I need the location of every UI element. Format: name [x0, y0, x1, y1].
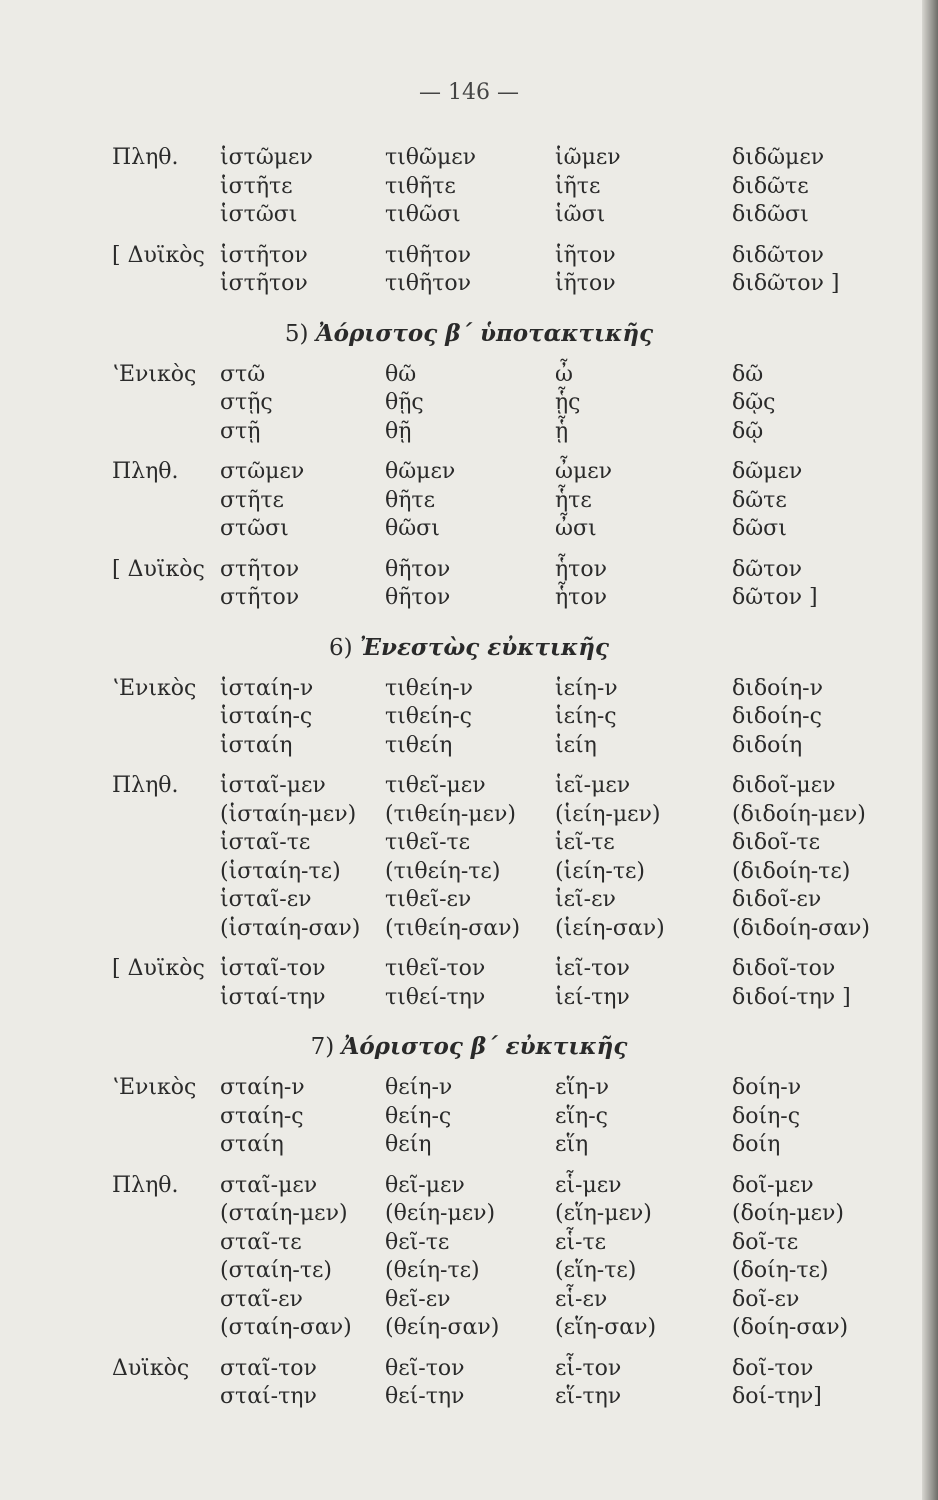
verb-form: διδῶσι [732, 202, 809, 227]
verb-form: τιθῆτον [385, 242, 472, 268]
verb-form: διδῶτον [732, 242, 824, 268]
number-label: [ Δυϊκὸς [112, 956, 205, 981]
verb-form: ᾗς [555, 390, 581, 415]
verb-form: ἱσταίη [220, 732, 293, 758]
verb-form: θεῖ-εν [385, 1286, 451, 1312]
table-row [0, 800, 900, 830]
verb-form: διδῶτε [732, 173, 809, 199]
verb-form: ἱεῖ-εν [555, 887, 616, 912]
number-label: Πληθ. [112, 1172, 179, 1198]
verb-form: εἷ-εν [555, 1286, 608, 1312]
verb-form: δοίη [732, 1132, 781, 1157]
verb-form: τιθεῖ-τον [385, 956, 486, 981]
verb-form: ἱσταίη-ς [220, 704, 313, 729]
number-label: Πληθ. [112, 773, 179, 798]
table-row [0, 241, 900, 271]
section-title: Ἀόριστος β΄ ὑποτακτικῆς [315, 319, 654, 347]
table-row [0, 828, 900, 858]
verb-form: ἱσταί-την [220, 984, 326, 1010]
verb-form: ἱσταῖ-εν [220, 887, 312, 912]
verb-form: τιθῶμεν [385, 145, 477, 170]
verb-form: δῶτον ] [732, 585, 818, 610]
number-label: ʽΕνικὸς [112, 361, 197, 387]
verb-form: (ἱσταίη-τε) [220, 858, 341, 884]
verb-form: διδοῖ-εν [732, 887, 822, 912]
verb-form: στῇ [220, 418, 261, 444]
table-row [0, 702, 900, 732]
verb-form: θῆτε [385, 487, 435, 513]
number-label: ʽΕνικὸς [112, 675, 197, 701]
verb-form: δοίη-ν [732, 1075, 802, 1100]
verb-form: διδοῖ-μεν [732, 773, 836, 798]
verb-form: (δοίη-τε) [732, 1258, 829, 1283]
section-number: 6) [328, 634, 353, 661]
verb-form: ἱστῆτον [220, 242, 308, 268]
verb-form: (σταίη-μεν) [220, 1201, 348, 1226]
verb-form: δοῖ-τε [732, 1229, 799, 1255]
verb-form: τιθείη-ν [385, 675, 474, 701]
number-label: Πληθ. [112, 459, 179, 484]
table-row [0, 885, 900, 915]
verb-form: (θείη-σαν) [385, 1315, 500, 1340]
verb-form: τιθῆτε [385, 173, 456, 199]
table-row [0, 1171, 900, 1201]
table-row [0, 983, 900, 1013]
verb-form: θῆτον [385, 585, 451, 610]
verb-form: σταίη-ς [220, 1103, 304, 1129]
section-title: Ἐνεστὼς εὐκτικῆς [359, 633, 610, 661]
verb-form: θεῖ-μεν [385, 1172, 465, 1198]
verb-form: (εἵη-μεν) [555, 1201, 652, 1226]
verb-form: τιθείη-ς [385, 704, 473, 729]
section-number: 5) [284, 320, 309, 347]
verb-form: ἱστῶσι [220, 202, 298, 227]
verb-form: (ἱείη-σαν) [555, 915, 665, 941]
table-row [0, 143, 900, 173]
table-row [0, 486, 900, 516]
table-row [0, 1382, 900, 1412]
verb-form: θῶσι [385, 516, 440, 541]
table-row [0, 457, 900, 487]
verb-form: διδοί-την ] [732, 984, 851, 1010]
table-row [0, 914, 900, 944]
table-row [0, 417, 900, 447]
verb-form: τιθεῖ-τε [385, 830, 471, 855]
verb-form: δοῖ-μεν [732, 1172, 814, 1198]
table-row [0, 1199, 900, 1229]
verb-form: σταί-την [220, 1384, 317, 1409]
table-row [0, 1285, 900, 1315]
verb-form: ἱείη-ν [555, 675, 618, 701]
table-row [0, 555, 900, 585]
number-label: [ Δυϊκὸς [112, 556, 205, 582]
verb-form: θῶ [385, 361, 417, 387]
verb-form: εἵ-την [555, 1384, 622, 1409]
table-row [0, 360, 900, 390]
verb-form: (ἱσταίη-μεν) [220, 801, 357, 827]
verb-form: (τιθείη-σαν) [385, 915, 521, 941]
verb-form: ἱεῖ-μεν [555, 773, 631, 798]
number-label: Δυϊκὸς [112, 1355, 190, 1381]
table-row [0, 1130, 900, 1160]
table-row [0, 731, 900, 761]
section-number: 7) [310, 1034, 335, 1060]
verb-form: (θείη-μεν) [385, 1201, 496, 1226]
page-edge [922, 0, 938, 1500]
verb-form: (δοίη-μεν) [732, 1201, 844, 1226]
table-row [0, 857, 900, 887]
verb-form: (δοίη-σαν) [732, 1315, 849, 1340]
verb-form: θῇς [385, 390, 424, 415]
table-row [0, 388, 900, 418]
verb-form: (διδοίη-τε) [732, 858, 851, 884]
table-row [0, 674, 900, 704]
verb-form: δῶτον [732, 556, 802, 582]
verb-form: ᾗ [555, 418, 569, 444]
verb-form: στῇς [220, 390, 273, 415]
verb-form: τιθῶσι [385, 202, 461, 227]
verb-form: τιθεῖ-εν [385, 887, 472, 912]
verb-form: (διδοίη-σαν) [732, 915, 871, 941]
section-heading [0, 632, 938, 664]
verb-form: σταίη-ν [220, 1075, 305, 1100]
verb-form: εἵη-ς [555, 1103, 608, 1129]
verb-form: θεῖ-τε [385, 1229, 450, 1255]
verb-form: θῆτον [385, 556, 451, 582]
verb-form: ἱσταῖ-μεν [220, 773, 326, 798]
verb-form: θῶμεν [385, 459, 456, 484]
verb-form: εἷ-τον [555, 1355, 622, 1381]
verb-form: δοῖ-τον [732, 1355, 814, 1381]
verb-form: διδοῖ-τον [732, 956, 836, 981]
table-row [0, 1256, 900, 1286]
verb-form: (θείη-τε) [385, 1258, 480, 1283]
verb-form: ἱστῆτον [220, 271, 308, 296]
verb-form: δῶ [732, 361, 764, 387]
verb-form: ὦμεν [555, 459, 613, 484]
table-row [0, 200, 900, 230]
verb-form: στῆτε [220, 487, 284, 513]
verb-form: δῶτε [732, 487, 787, 513]
verb-form: (εἵη-τε) [555, 1258, 637, 1283]
table-row [0, 1313, 900, 1343]
verb-form: δῷ [732, 418, 764, 444]
verb-form: δῶσι [732, 516, 787, 541]
verb-form: ἱεῖ-τον [555, 956, 630, 981]
section-title: Ἀόριστος β΄ εὐκτικῆς [341, 1033, 628, 1060]
verb-form: τιθεῖ-μεν [385, 773, 486, 798]
number-label: ʽΕνικὸς [112, 1075, 197, 1100]
table-row [0, 514, 900, 544]
number-label: [ Δυϊκὸς [112, 242, 205, 268]
verb-form: ἱῶσι [555, 202, 606, 227]
verb-form: διδοῖ-τε [732, 830, 820, 855]
verb-form: ἧτον [555, 585, 607, 610]
table-row [0, 954, 900, 984]
verb-form: (τιθείη-μεν) [385, 801, 516, 827]
verb-form: δῶμεν [732, 459, 803, 484]
verb-form: (ἱείη-τε) [555, 858, 645, 884]
verb-form: σταῖ-εν [220, 1286, 303, 1312]
verb-form: στῶσι [220, 516, 289, 541]
verb-form: ὦσι [555, 516, 597, 541]
verb-form: ἱστῆτε [220, 173, 293, 199]
verb-form: θῇ [385, 418, 412, 444]
verb-form: διδῶμεν [732, 145, 825, 170]
table-row [0, 269, 900, 299]
verb-form: τιθείη [385, 732, 453, 758]
table-row [0, 1354, 900, 1384]
verb-form: (εἵη-σαν) [555, 1315, 657, 1340]
section-heading [0, 1031, 938, 1063]
verb-form: ἱῆτε [555, 173, 601, 199]
verb-form: ἱεῖ-τε [555, 830, 615, 855]
verb-form: ἧτον [555, 556, 607, 582]
verb-form: θείη-ς [385, 1103, 452, 1129]
verb-form: ἱῆτον [555, 242, 616, 268]
verb-form: διδοίη [732, 732, 803, 758]
verb-form: ἱσταίη-ν [220, 675, 314, 701]
verb-form: θεί-την [385, 1384, 465, 1409]
verb-form: θείη-ν [385, 1075, 453, 1100]
verb-form: τιθεί-την [385, 984, 486, 1010]
verb-form: δοί-την] [732, 1384, 822, 1409]
verb-form: δῷς [732, 390, 776, 415]
verb-form: ὦ [555, 361, 573, 387]
verb-form: στῶ [220, 361, 266, 387]
table-row [0, 771, 900, 801]
verb-form: θεῖ-τον [385, 1355, 465, 1381]
verb-form: (διδοίη-μεν) [732, 801, 866, 827]
verb-form: (τιθείη-τε) [385, 858, 501, 884]
verb-form: ἱστῶμεν [220, 145, 313, 170]
verb-form: (ἱσταίη-σαν) [220, 915, 361, 941]
verb-form: σταῖ-μεν [220, 1172, 318, 1198]
verb-form: ἱσταῖ-τον [220, 956, 326, 981]
verb-form: (σταίη-τε) [220, 1258, 333, 1283]
verb-form: ἱείη [555, 732, 597, 758]
table-row [0, 172, 900, 202]
verb-form: σταίη [220, 1132, 284, 1157]
verb-form: στῆτον [220, 585, 300, 610]
verb-form: διδῶτον ] [732, 271, 840, 296]
section-heading [0, 318, 938, 350]
verb-form: εἷ-τε [555, 1229, 607, 1255]
verb-form: διδοίη-ν [732, 675, 823, 701]
verb-form: σταῖ-τε [220, 1229, 302, 1255]
verb-form: ἱῆτον [555, 271, 616, 296]
table-row [0, 1102, 900, 1132]
verb-form: στῶμεν [220, 459, 305, 484]
verb-form: θείη [385, 1132, 432, 1157]
verb-form: ἧτε [555, 487, 592, 513]
verb-form: ἱσταῖ-τε [220, 830, 311, 855]
table-row [0, 1073, 900, 1103]
number-label: Πληθ. [112, 145, 179, 170]
verb-form: διδοίη-ς [732, 704, 822, 729]
page-number: — 146 — [419, 80, 519, 105]
table-row [0, 583, 900, 613]
verb-form: ἱείη-ς [555, 704, 617, 729]
verb-form: (ἱείη-μεν) [555, 801, 661, 827]
table-row [0, 1228, 900, 1258]
verb-form: ἱεί-την [555, 984, 630, 1010]
verb-form: σταῖ-τον [220, 1355, 317, 1381]
verb-form: δοῖ-εν [732, 1286, 800, 1312]
verb-form: εἷ-μεν [555, 1172, 622, 1198]
verb-form: τιθῆτον [385, 271, 472, 296]
verb-form: ἱῶμεν [555, 145, 621, 170]
verb-form: δοίη-ς [732, 1103, 801, 1129]
verb-form: (σταίη-σαν) [220, 1315, 352, 1340]
verb-form: εἵη-ν [555, 1075, 610, 1100]
verb-form: εἵη [555, 1132, 589, 1157]
verb-form: στῆτον [220, 556, 300, 582]
